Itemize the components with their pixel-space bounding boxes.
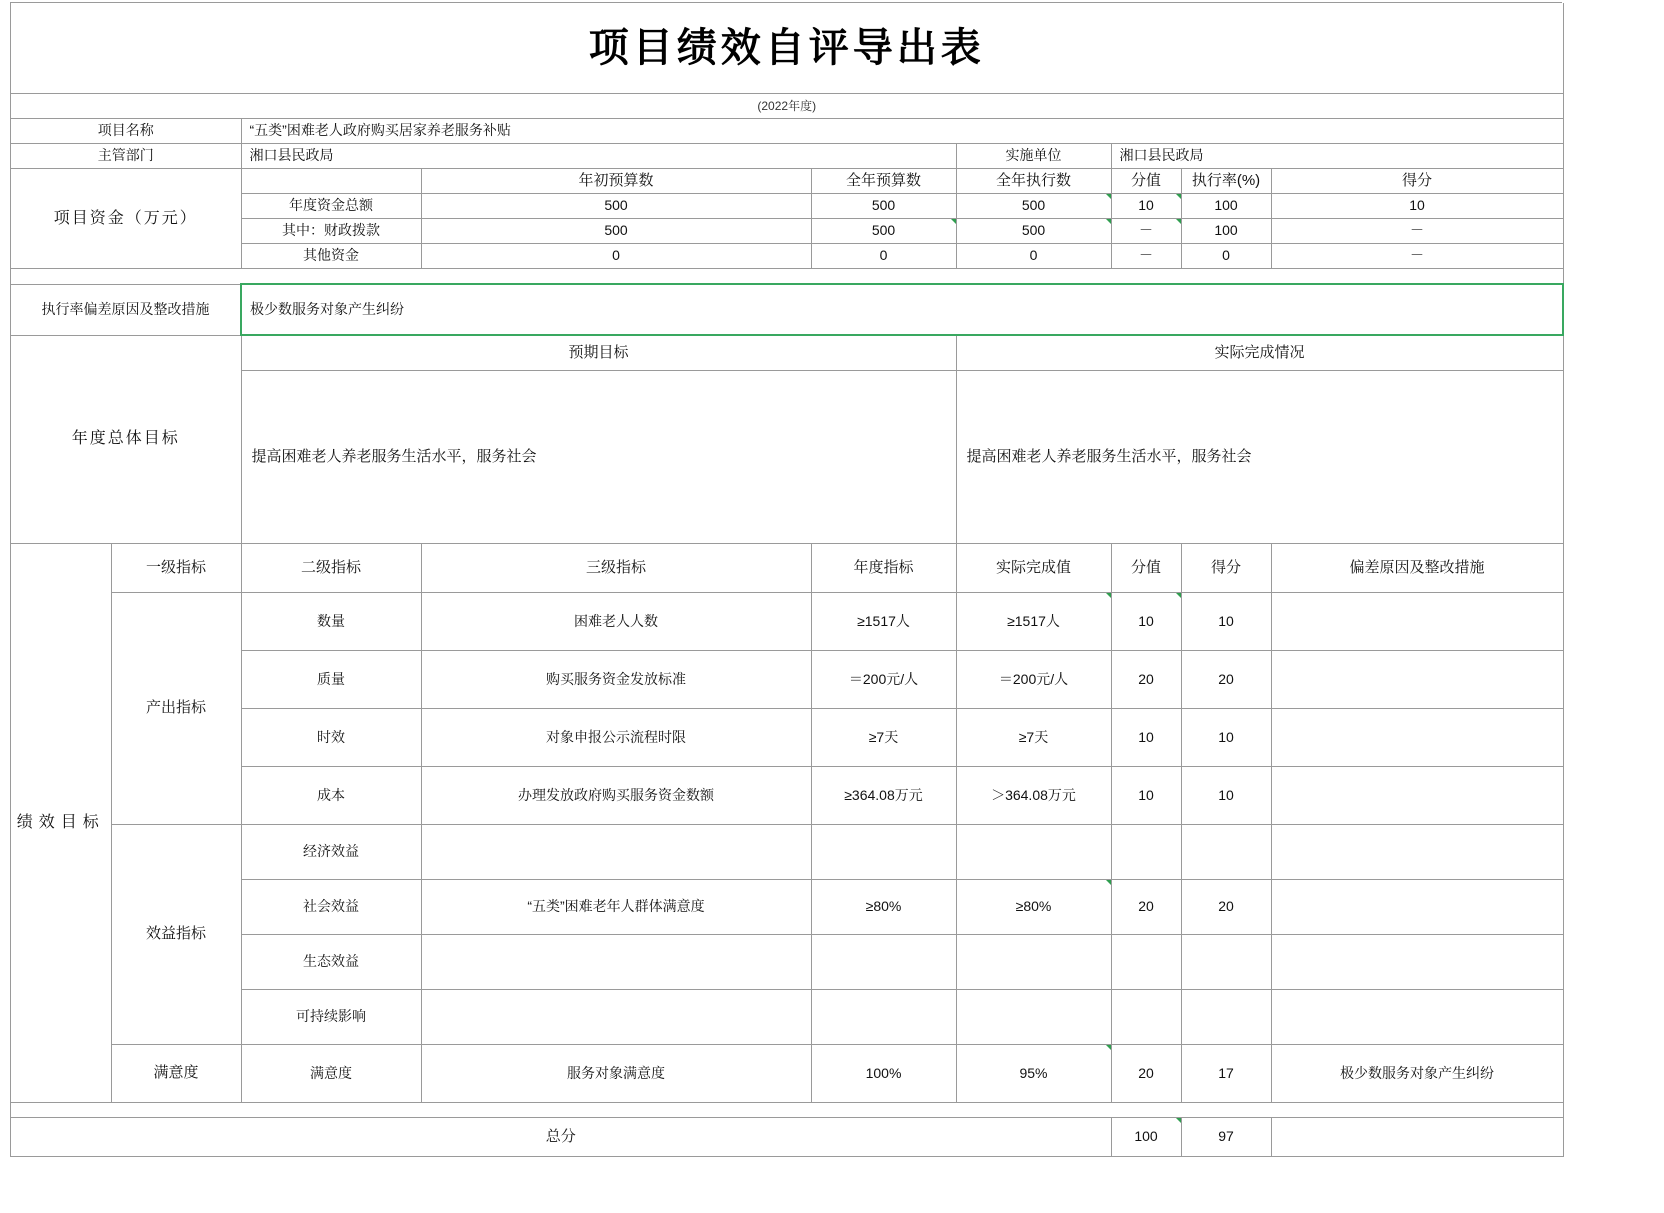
indicator-row: [11, 767, 1563, 825]
funds-row-budget: 0: [811, 244, 956, 269]
indicator-deviation: [1271, 880, 1563, 935]
indicator-annual: [811, 825, 956, 880]
indicator-score: 20: [1181, 880, 1271, 935]
indicator-level3: [421, 935, 811, 990]
total-row: [11, 1118, 1563, 1157]
indicator-score: 17: [1181, 1045, 1271, 1103]
funds-col-exec-rate: 执行率(%): [1181, 169, 1271, 194]
indicator-score: 20: [1181, 651, 1271, 709]
indicator-level3: 办理发放政府购买服务资金数额: [421, 767, 811, 825]
funds-row-score: 10: [1271, 194, 1563, 219]
overall-goal-label: 年度总体目标: [11, 335, 241, 544]
funds-col-score-value: 分值: [1111, 169, 1181, 194]
project-name-row: [11, 119, 1563, 144]
funds-row-budget: 500: [811, 194, 956, 219]
indicator-level2: 时效: [241, 709, 421, 767]
indicator-deviation: [1271, 935, 1563, 990]
implementing-unit-label: 实施单位: [956, 144, 1111, 169]
indicator-deviation: [1271, 651, 1563, 709]
indicator-level3: 购买服务资金发放标准: [421, 651, 811, 709]
funds-row-score-value: 10: [1111, 194, 1181, 219]
indicator-score-value: 20: [1111, 651, 1181, 709]
indicator-actual: ≥80%: [956, 880, 1111, 935]
header-score: 得分: [1181, 544, 1271, 593]
department-label: 主管部门: [11, 144, 241, 169]
project-name-label: 项目名称: [11, 119, 241, 144]
funds-col-year-budget: 全年预算数: [811, 169, 956, 194]
header-level1: 一级指标: [111, 544, 241, 593]
indicator-score-value: 10: [1111, 767, 1181, 825]
indicator-row: [11, 990, 1563, 1045]
indicator-score-value: [1111, 990, 1181, 1045]
indicator-annual: 100%: [811, 1045, 956, 1103]
funds-blank-header: [241, 169, 421, 194]
main-table: [11, 3, 1564, 1157]
funds-row-name: 其中：财政拨款: [241, 219, 421, 244]
indicator-annual: [811, 990, 956, 1045]
spacer-cell: [11, 1103, 1563, 1118]
funds-row-budget: 500: [811, 219, 956, 244]
funds-row-name: 其他资金: [241, 244, 421, 269]
performance-self-evaluation-sheet: [10, 2, 1562, 1157]
department-row: [11, 144, 1563, 169]
funds-row-exec: 500: [956, 219, 1111, 244]
implementing-unit-value: 湘口县民政局: [1111, 144, 1563, 169]
performance-goal-side-label: 绩效目标: [11, 544, 111, 1103]
actual-result-header: 实际完成情况: [956, 335, 1563, 371]
funds-row-begin: 0: [421, 244, 811, 269]
indicator-annual: [811, 935, 956, 990]
funds-row-rate: 0: [1181, 244, 1271, 269]
indicator-deviation: 极少数服务对象产生纠纷: [1271, 1045, 1563, 1103]
deviation-value: 极少数服务对象产生纠纷: [241, 284, 1563, 335]
header-level2: 二级指标: [241, 544, 421, 593]
indicator-score: 10: [1181, 767, 1271, 825]
indicator-actual: [956, 825, 1111, 880]
indicator-score-value: [1111, 825, 1181, 880]
indicator-score-value: 10: [1111, 709, 1181, 767]
indicator-score-value: 20: [1111, 880, 1181, 935]
spacer-row: [11, 269, 1563, 285]
indicator-level2: 质量: [241, 651, 421, 709]
indicator-level2: 可持续影响: [241, 990, 421, 1045]
total-score: 97: [1181, 1118, 1271, 1157]
deviation-row: [11, 284, 1563, 335]
indicator-annual: ＝200元/人: [811, 651, 956, 709]
funds-row-score-value: －: [1111, 219, 1181, 244]
indicator-row: [11, 825, 1563, 880]
indicator-score-value: 10: [1111, 593, 1181, 651]
indicator-level2: 社会效益: [241, 880, 421, 935]
indicator-level3: 困难老人人数: [421, 593, 811, 651]
header-level3: 三级指标: [421, 544, 811, 593]
indicator-annual: ≥1517人: [811, 593, 956, 651]
indicator-level3: “五类”困难老年人群体满意度: [421, 880, 811, 935]
header-annual: 年度指标: [811, 544, 956, 593]
total-deviation: [1271, 1118, 1563, 1157]
indicator-level3: [421, 825, 811, 880]
funds-row-name: 年度资金总额: [241, 194, 421, 219]
indicator-level2: 满意度: [241, 1045, 421, 1103]
indicator-deviation: [1271, 825, 1563, 880]
indicator-score-value: 20: [1111, 1045, 1181, 1103]
indicator-row: [11, 935, 1563, 990]
expected-goal-header: 预期目标: [241, 335, 956, 371]
funds-row-score: －: [1271, 244, 1563, 269]
indicator-deviation: [1271, 709, 1563, 767]
funds-row-rate: 100: [1181, 219, 1271, 244]
indicator-score: 10: [1181, 593, 1271, 651]
indicator-actual: [956, 935, 1111, 990]
indicator-score: [1181, 825, 1271, 880]
header-deviation: 偏差原因及整改措施: [1271, 544, 1563, 593]
spacer-row: [11, 1103, 1563, 1118]
indicator-actual: [956, 990, 1111, 1045]
funds-col-begin-budget: 年初预算数: [421, 169, 811, 194]
indicator-score: [1181, 935, 1271, 990]
spacer-cell: [11, 269, 1563, 285]
header-actual: 实际完成值: [956, 544, 1111, 593]
group-label-satisfaction: 满意度: [111, 1045, 241, 1103]
indicator-level2: 数量: [241, 593, 421, 651]
indicator-row: [11, 593, 1563, 651]
actual-result-text: 提高困难老人养老服务生活水平，服务社会: [956, 371, 1563, 544]
indicator-score-value: [1111, 935, 1181, 990]
deviation-label: 执行率偏差原因及整改措施: [11, 284, 241, 335]
total-score-value: 100: [1111, 1118, 1181, 1157]
funds-col-year-exec: 全年执行数: [956, 169, 1111, 194]
indicator-annual: ≥7天: [811, 709, 956, 767]
indicator-row: [11, 651, 1563, 709]
year-note: (2022年度): [11, 94, 1563, 119]
indicator-level2: 成本: [241, 767, 421, 825]
funds-row: [11, 194, 1563, 219]
funds-row-exec: 0: [956, 244, 1111, 269]
indicator-annual: ≥364.08万元: [811, 767, 956, 825]
indicator-deviation: [1271, 593, 1563, 651]
indicator-level3: [421, 990, 811, 1045]
funds-row-begin: 500: [421, 194, 811, 219]
indicator-header-row: [11, 544, 1563, 593]
indicator-actual: ≥1517人: [956, 593, 1111, 651]
overall-content-row: [11, 371, 1563, 544]
funds-header-row: [11, 169, 1563, 194]
group-label-output: 产出指标: [111, 593, 241, 825]
funds-row-begin: 500: [421, 219, 811, 244]
funds-col-score: 得分: [1271, 169, 1563, 194]
department-value: 湘口县民政局: [241, 144, 956, 169]
indicator-deviation: [1271, 767, 1563, 825]
year-note-row: [11, 94, 1563, 119]
expected-goal-text: 提高困难老人养老服务生活水平，服务社会: [241, 371, 956, 544]
title-row: [11, 3, 1563, 94]
indicator-level3: 服务对象满意度: [421, 1045, 811, 1103]
indicator-level3: 对象申报公示流程时限: [421, 709, 811, 767]
indicator-score: 10: [1181, 709, 1271, 767]
indicator-deviation: [1271, 990, 1563, 1045]
indicator-actual: 95%: [956, 1045, 1111, 1103]
page-title: 项目绩效自评导出表: [11, 3, 1563, 94]
indicator-level2: 生态效益: [241, 935, 421, 990]
overall-header-row: [11, 335, 1563, 371]
indicator-row: [11, 1045, 1563, 1103]
indicator-actual: ≥7天: [956, 709, 1111, 767]
indicator-level2: 经济效益: [241, 825, 421, 880]
funds-row: [11, 244, 1563, 269]
project-name-value: “五类”困难老人政府购买居家养老服务补贴: [241, 119, 1563, 144]
indicator-row: [11, 880, 1563, 935]
funds-row: [11, 219, 1563, 244]
indicator-score: [1181, 990, 1271, 1045]
group-label-benefit: 效益指标: [111, 825, 241, 1045]
indicator-actual: ＞364.08万元: [956, 767, 1111, 825]
funds-row-exec: 500: [956, 194, 1111, 219]
header-score-value: 分值: [1111, 544, 1181, 593]
funds-row-score: －: [1271, 219, 1563, 244]
funds-row-rate: 100: [1181, 194, 1271, 219]
funds-row-score-value: －: [1111, 244, 1181, 269]
indicator-annual: ≥80%: [811, 880, 956, 935]
total-label: 总分: [11, 1118, 1111, 1157]
indicator-row: [11, 709, 1563, 767]
funds-row-label: 项目资金（万元）: [11, 169, 241, 269]
indicator-actual: ＝200元/人: [956, 651, 1111, 709]
